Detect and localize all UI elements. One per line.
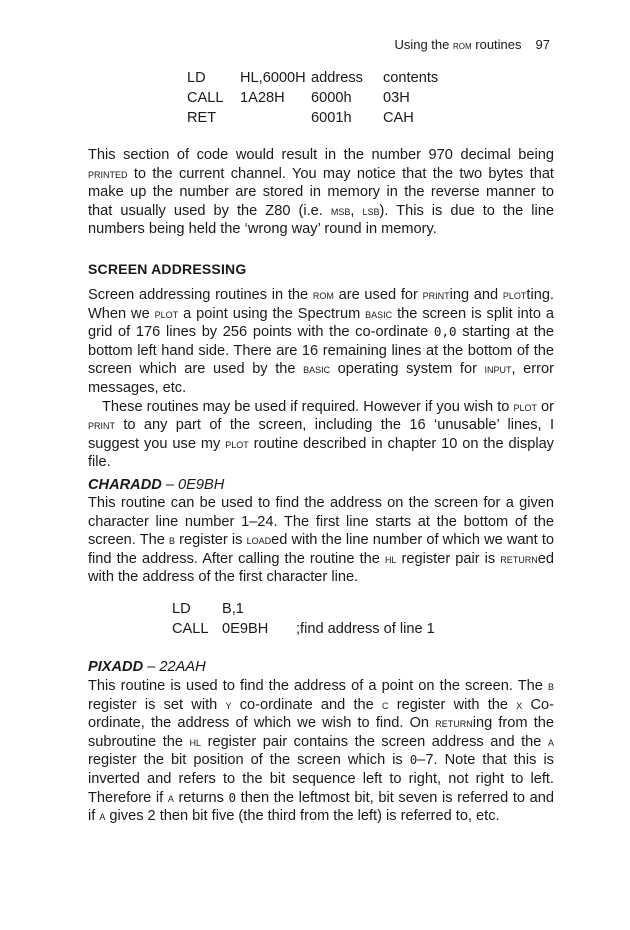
code-operand: B,1 xyxy=(222,601,244,617)
code-opcode: LD xyxy=(172,601,191,617)
code-line xyxy=(0,109,630,129)
section-heading: SCREEN ADDRESSING xyxy=(88,261,247,277)
code-line xyxy=(0,600,630,620)
running-header xyxy=(394,36,550,55)
paragraph: This section of code would result in the number 970 decimal being printed to the current channel. You may notice that the two bytes that make up the number are stored in memory in the reverse manner to that usually used by the Z80 (i.e. msb, lsb). This is due to the line numbers being held the ‘wrong way’ round in memory. xyxy=(88,147,554,238)
code-opcode: LD xyxy=(187,70,206,86)
code-address: 6001h xyxy=(311,110,352,126)
routine-heading-pixadd: PIXADD – 22AAH xyxy=(88,659,206,675)
paragraph: This routine is used to find the address of a point on the screen. The b register is set with y co-ordinate and the c register with the x Co-ordinate, the address of which we wish to find. On returning from the subroutine the hl register pair contains the screen address and the a register the bit position of the screen which is 0–7. Note that this is inverted and refers to the bit sequence left to right, not right to left. Therefore if a returns 0 then the leftmost bit, bit seven is referred to and if a gives 2 then bit five (the third from the left) is referred to, etc. xyxy=(88,678,555,825)
code-opcode: RET xyxy=(187,110,217,126)
page-number: 97 xyxy=(535,37,550,52)
code-line xyxy=(0,620,630,640)
code-opcode: CALL xyxy=(172,621,209,637)
paragraph: Screen addressing routines in the rom are used for printing and plotting. When we plot a point using the Spectrum basic the screen is split into a grid of 176 lines by 256 points with the co-ordinate 0,0 starting at the bottom left hand side. There are 16 remaining lines at the bottom of the screen which are used by the basic operating system for input, error messages, etc. These routines may be used if required. However if you wish to plot or print to any part of the screen, including the 16 ‘unusable’ lines, I suggest you use my plot routine described in chapter 10 on the display file. xyxy=(88,287,555,471)
code-address: 6000h xyxy=(311,90,352,106)
routine-heading-charadd: CHARADD – 0E9BH xyxy=(88,477,225,493)
paragraph: This routine can be used to find the address on the screen for a given character line number 1–24. The first line starts at the bottom of the screen. The b register is loaded with the line number of which we want to find the address. After calling the routine the hl register pair is returned with the address of the first character line. xyxy=(88,495,554,586)
code-comment: ;find address of line 1 xyxy=(296,621,435,637)
code-address: address xyxy=(311,70,363,86)
code-line xyxy=(0,89,630,109)
code-operand: 0E9BH xyxy=(222,621,269,637)
code-contents: CAH xyxy=(383,110,414,126)
header-title: Using the rom routines xyxy=(394,37,522,52)
code-line xyxy=(0,69,630,89)
code-operand: HL,6000H xyxy=(240,70,306,86)
code-contents: contents xyxy=(383,70,439,86)
code-opcode: CALL xyxy=(187,90,224,106)
code-operand: 1A28H xyxy=(240,90,285,106)
code-contents: 03H xyxy=(383,90,410,106)
